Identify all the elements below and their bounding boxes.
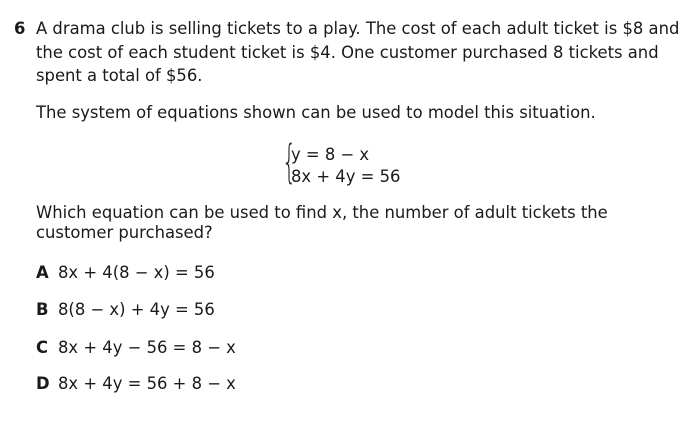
choice-letter: A — [36, 263, 49, 282]
answer-choice-c[interactable] — [36, 337, 236, 359]
choice-text: 8x + 4(8 − x) = 56 — [58, 263, 215, 282]
question-number: 6 — [14, 19, 26, 38]
choice-text: 8x + 4y = 56 + 8 − x — [58, 374, 236, 393]
choice-text: 8(8 − x) + 4y = 56 — [58, 300, 215, 319]
choice-text: 8x + 4y − 56 = 8 − x — [58, 338, 236, 357]
answer-choice-d[interactable] — [36, 373, 236, 395]
choice-letter: D — [36, 374, 50, 393]
question-stem: A drama club is selling tickets to a play. The cost of each adult ticket is $8 and the cost of each student ticket is $4. One customer purchased 8 tickets and spent a total of $56. — [36, 19, 680, 85]
choice-letter: B — [36, 300, 49, 319]
equation-2: 8x + 4y = 56 — [291, 167, 401, 186]
choice-letter: C — [36, 338, 49, 357]
answer-choice-a[interactable] — [36, 262, 215, 284]
system-brace: { — [282, 135, 297, 188]
equation-1: y = 8 − x — [291, 145, 370, 164]
system-intro: The system of equations shown can be used to model this situation. — [36, 103, 596, 122]
question-prompt: Which equation can be used to find x, the number of adult tickets the customer purchased? — [36, 203, 608, 242]
answer-choice-b[interactable] — [36, 299, 215, 321]
